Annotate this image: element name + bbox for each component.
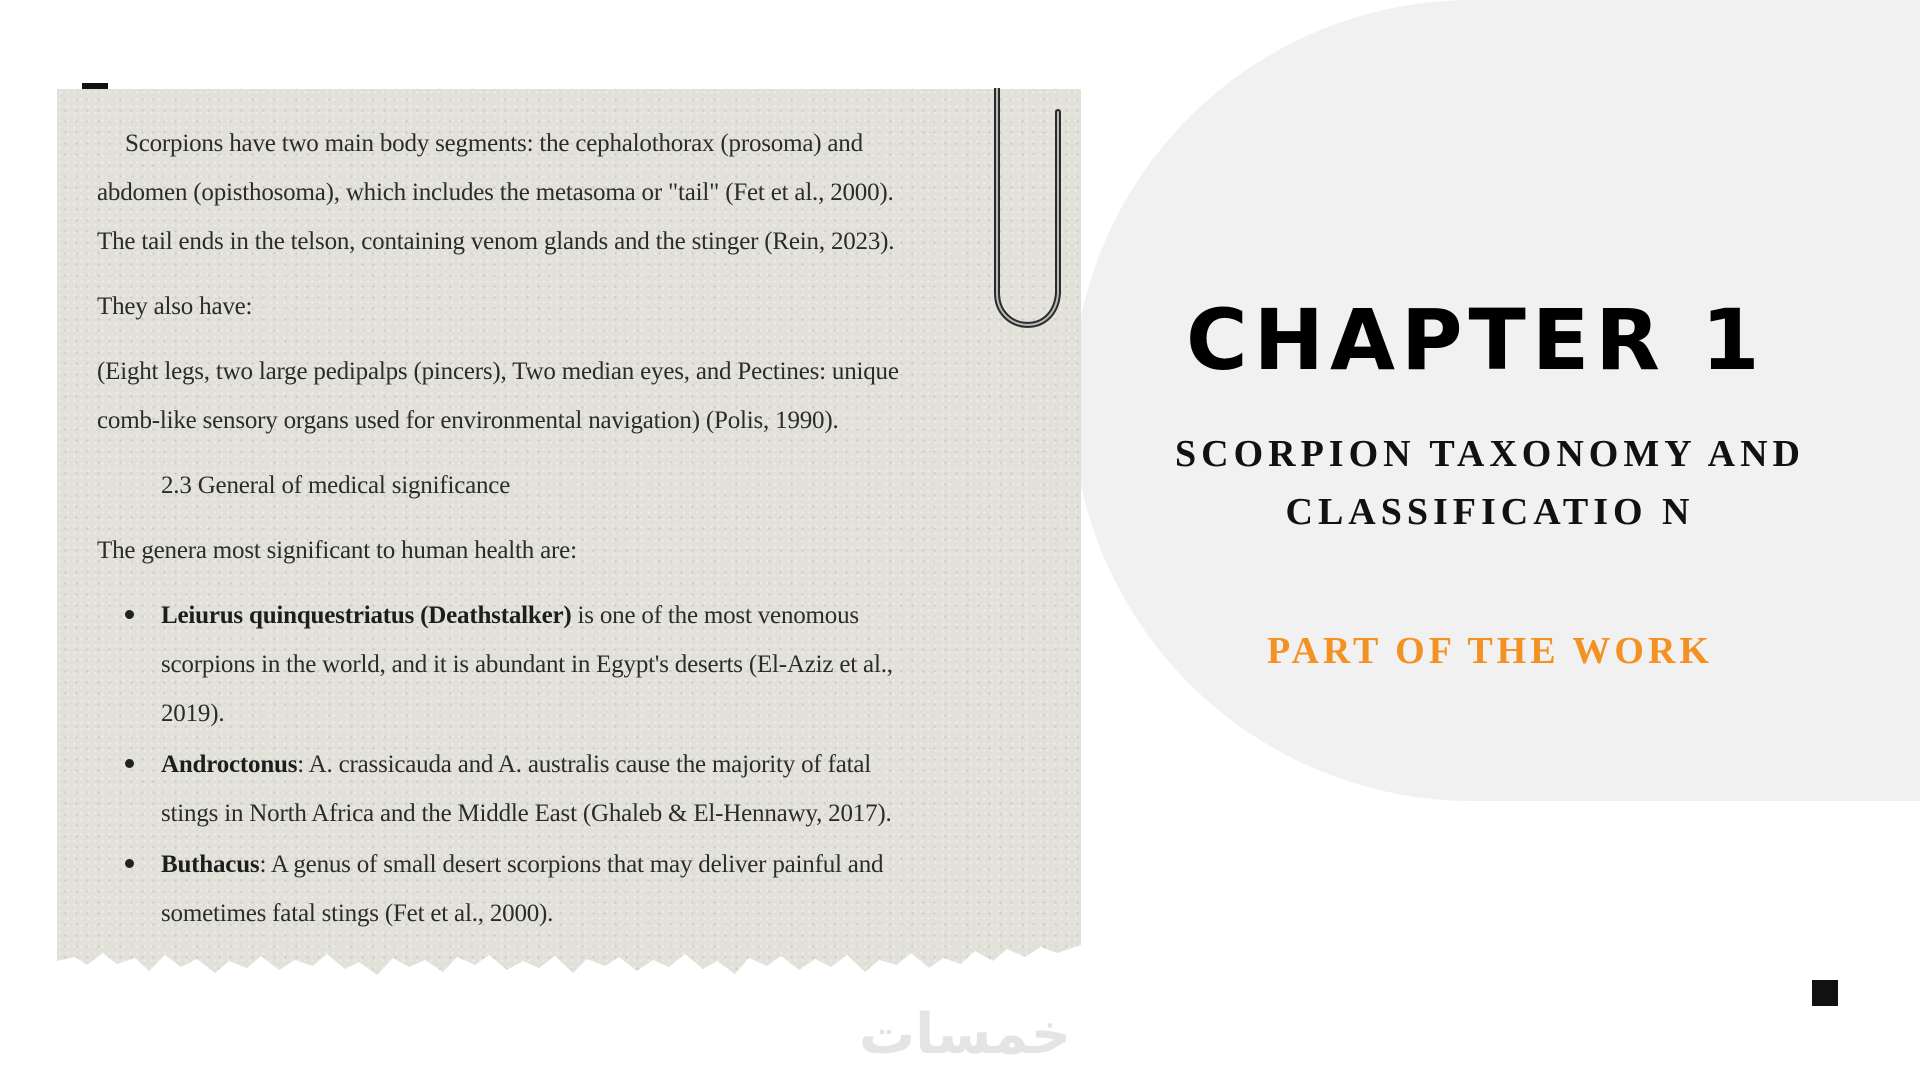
- bullet-dot: [125, 759, 134, 768]
- chapter-subtitle: [1170, 425, 1810, 541]
- list-item-text: is one of the most venomous: [571, 602, 859, 629]
- genus-name: Androctonus: [161, 751, 298, 778]
- list-item: [161, 591, 1057, 738]
- bullet-dot: [125, 859, 134, 868]
- list-item: [161, 740, 1057, 838]
- section-heading: 2.3 General of medical significance: [161, 472, 511, 499]
- genus-name: Buthacus: [161, 851, 260, 878]
- background-blob: [1072, 0, 1920, 801]
- para3-line1: (Eight legs, two large pedipalps (pincers), Two median eyes, and Pectines: unique: [97, 358, 899, 385]
- genera-intro: The genera most significant to human health are:: [97, 537, 577, 564]
- para3-line2: comb-like sensory organs used for environmental navigation) (Polis, 1990).: [97, 407, 839, 434]
- list-item-text: sometimes fatal stings (Fet et al., 2000).: [161, 900, 554, 927]
- corner-mark-bottom-right: [1812, 980, 1838, 1006]
- genus-name: Leiurus quinquestriatus (Deathstalker): [161, 602, 572, 629]
- paperclip-icon: [983, 88, 1073, 348]
- genera-list: [97, 591, 1057, 938]
- list-item-text: : A. crassicauda and A. australis cause the majority of fatal: [297, 751, 871, 778]
- watermark-logo: خمسات: [858, 1002, 1072, 1067]
- list-item-text: : A genus of small desert scorpions that may deliver painful and: [259, 851, 884, 878]
- para1-line1: Scorpions have two main body segments: the cephalothorax (prosoma) and: [125, 130, 863, 157]
- para2: They also have:: [97, 293, 253, 320]
- para1-line3: The tail ends in the telson, containing venom glands and the stinger (Rein, 2023).: [97, 228, 895, 255]
- paper-text: [97, 119, 1057, 940]
- list-item-text: stings in North Africa and the Middle East (Ghaleb & El-Hennawy, 2017).: [161, 800, 892, 827]
- tagline: PART OF THE WORK: [1267, 630, 1713, 672]
- chapter-title: CHAPTER 1: [1186, 291, 1766, 389]
- subtitle-line: SCORPION TAXONOMY AND: [1175, 433, 1805, 475]
- scanned-paper: [57, 89, 1081, 991]
- bullet-dot: [125, 610, 134, 619]
- subtitle-line: CLASSIFICATIO N: [1285, 491, 1695, 533]
- para1-line2: abdomen (opisthosoma), which includes the metasoma or "tail" (Fet et al., 2000).: [97, 179, 894, 206]
- torn-paper-edge: [57, 931, 1081, 991]
- list-item-text: 2019).: [161, 700, 225, 727]
- list-item-text: scorpions in the world, and it is abundant in Egypt's deserts (El-Aziz et al.,: [161, 651, 893, 678]
- list-item: [161, 840, 1057, 938]
